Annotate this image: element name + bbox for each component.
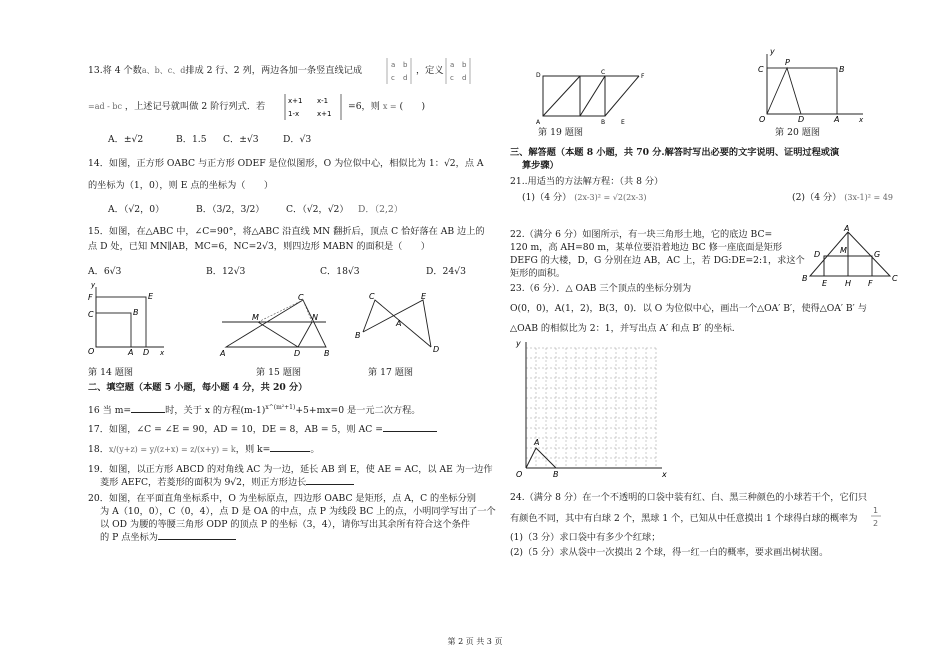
q13-line2 — [88, 100, 265, 113]
q18-text-a: 18． — [88, 444, 109, 455]
q19-line1: 19．如图，以正方形 ABCD 的对角线 AC 为一边，延长 AB 到 E，使 AE = AC，以 AE 为一边作 — [88, 464, 493, 475]
fig20-D: D — [798, 115, 805, 124]
q18-text-c: 。 — [310, 444, 320, 455]
fig20-O: O — [759, 115, 766, 124]
q20-line4 — [100, 531, 236, 544]
m11: x+1 — [288, 97, 303, 105]
grid-label-B: B — [553, 470, 559, 479]
q15-option-c: C．18√3 — [320, 266, 360, 277]
q21-part2-equation: (3x-1)² = 49 — [844, 193, 893, 202]
q13-determinant-1 — [385, 58, 413, 86]
q13-text-b: 排成 2 行、2 列，两边各加一条竖直线记成 — [185, 65, 363, 76]
fig17-caption: 第 17 题图 — [368, 367, 414, 378]
fig19-A: A — [536, 119, 541, 126]
fig17-D: D — [433, 345, 440, 354]
fig20-caption: 第 20 题图 — [775, 127, 821, 138]
fig20-y: y — [770, 47, 775, 56]
grid-label-O: O — [516, 470, 523, 479]
fig15-M: M — [252, 313, 259, 322]
fig19-B: B — [601, 119, 606, 126]
q17-text: 17．如图，∠C = ∠E = 90，AD = 10，DE = 8，AB = 5，则 AC = — [88, 424, 383, 435]
fig14-F: F — [88, 293, 93, 302]
q13-matrix — [283, 94, 345, 122]
q21-part1 — [522, 191, 646, 204]
fig20-diagram — [755, 48, 870, 123]
q20-text: 的 P 点坐标为 — [100, 532, 158, 543]
det-a: a — [391, 61, 396, 69]
fig14-A: A — [128, 348, 134, 357]
q24-line4: (2)（5 分）求从袋中一次摸出 2 个球，得一红一白的概率，要求画出树状图。 — [510, 547, 829, 558]
q13-vars: a、b、c、d — [141, 66, 186, 75]
q24-line2: 有颜色不同，其中有白球 2 个，黑球 1 个，已知从中任意摸出 1 个球得白球的概率为 — [510, 513, 858, 524]
fig22-B: B — [802, 274, 808, 283]
q15-option-d: D．24√3 — [426, 266, 466, 277]
q22-line4: 矩形的面积。 — [510, 268, 566, 279]
q24-line1: 24.（满分 8 分）在一个不透明的口袋中装有红、白、黑三种颜色的小球若干个，它们只 — [510, 492, 868, 503]
q22-line2: 120 m，高 AH=80 m，某单位要沿着地边 BC 修一座底面是矩形 — [510, 242, 783, 253]
q16-text-c: +5+mx=0 是一元二次方程。 — [295, 405, 421, 417]
fig17-B: B — [355, 331, 361, 340]
q13-option-c: C．±√3 — [223, 134, 259, 145]
fig14-O: O — [88, 347, 95, 356]
q13-define: ，定义 — [416, 65, 444, 76]
q22-line3: DEFG 的大楼，D，G 分别在边 AB，AC 上，若 DG:DE=2:1，求这个 — [510, 255, 805, 266]
fig17-diagram — [353, 292, 448, 357]
fig15-N: N — [312, 313, 318, 322]
fig15-A: A — [220, 349, 226, 358]
fig22-H: H — [845, 279, 852, 288]
fig14-caption: 第 14 题图 — [88, 367, 134, 378]
page-footer: 第 2 页 共 3 页 — [447, 637, 503, 646]
fig15-B: B — [324, 349, 330, 358]
q20-line1: 20．如图，在平面直角坐标系中，O 为坐标原点，四边形 OABC 是矩形，点 A，C 的坐标分别 — [88, 493, 476, 504]
q21-part2-label: (2)（4 分） — [792, 192, 842, 203]
fig14-D: D — [143, 348, 150, 357]
m12: x-1 — [317, 97, 329, 105]
fig20-P: P — [785, 58, 790, 67]
fig22-C: C — [892, 274, 898, 283]
q20-blank[interactable] — [158, 539, 236, 540]
q24-frac-num: 1 — [873, 506, 879, 515]
fig19-F: F — [641, 73, 645, 80]
q13-option-d: D．√3 — [283, 134, 312, 145]
fig22-G: G — [874, 250, 881, 259]
section3-heading-line2: 算步骤） — [522, 160, 559, 171]
q13-xeq: x = — [382, 102, 397, 111]
q18-fraction-eq: x/(y+z) = y/(z+x) = z/(x+y) = k — [108, 445, 236, 454]
det2-d: d — [462, 74, 467, 82]
q17-blank[interactable] — [383, 431, 437, 432]
fig17-A: A — [396, 319, 402, 328]
q22-line1: 22.（满分 6 分）如图所示，有一块三角形土地，它的底边 BC= — [510, 229, 773, 240]
q15-line2: 点 D 处，已知 MN∥AB，MC=6，NC=2√3，则四边形 MABN 的面积是（ ） — [88, 241, 430, 252]
q23-grid — [514, 338, 667, 479]
q15-line1: 15．如图，在△ABC 中，∠C=90°，将△ABC 沿直线 MN 翻折后，顶点 C 恰好落在 AB 边上的 — [88, 226, 485, 237]
fig15-diagram — [218, 292, 333, 357]
q14-option-b: B．（3/2，3/2） — [196, 204, 265, 215]
fig14-B: B — [133, 308, 139, 317]
fig14-E: E — [148, 292, 154, 301]
fig22-F: F — [868, 279, 873, 288]
section3-heading-line1: 三、解答题（本题 8 小题，共 70 分.解答时写出必要的文字说明、证明过程或演 — [510, 147, 840, 158]
q16-text-a: 16 当 m= — [88, 405, 132, 417]
fig20-A: A — [834, 115, 840, 124]
fig20-B: B — [839, 65, 845, 74]
det-c: c — [391, 74, 395, 82]
q16-blank[interactable] — [131, 412, 165, 413]
m21: 1-x — [288, 110, 300, 118]
q13-option-b: B．1.5 — [176, 134, 207, 145]
q13-line1 — [88, 64, 362, 77]
section2-heading: 二、填空题（本题 5 小题，每小题 4 分，共 20 分） — [88, 382, 308, 393]
q20-line3: 以 OD 为腰的等腰三角形 ODP 的顶点 P 的坐标（3，4），请你写出其余所有符合这个条件 — [100, 519, 470, 530]
fig19-E: E — [621, 119, 625, 126]
q24-line3: (1)（3 分）求口袋中有多少个红球； — [510, 532, 661, 543]
q23-line2: O(0，0)，A(1，2)，B(3，0)．以 O 为位似中心，画出一个△OA′ B′，使得△OA′ B′ 与 — [510, 303, 867, 314]
q16 — [88, 401, 420, 417]
q21-part1-equation: (2x-3)² = √2(2x-3) — [574, 193, 647, 202]
q15-option-a: A．6√3 — [88, 266, 122, 277]
q14-line2: 的坐标为（1，0），则 E 点的坐标为（ ） — [88, 180, 274, 191]
fig19-diagram — [535, 69, 650, 127]
det2-a: a — [450, 61, 455, 69]
q19-line2 — [100, 476, 354, 489]
q13-determinant-2 — [444, 58, 472, 86]
q23-line3: △OAB 的相似比为 2：1，并写出点 A′ 和点 B′ 的坐标. — [510, 323, 735, 334]
fig19-caption: 第 19 题图 — [538, 127, 584, 138]
q13-formula: =ad - bc — [88, 102, 122, 111]
q19-blank[interactable] — [306, 484, 354, 485]
det-d: d — [403, 74, 408, 82]
det2-b: b — [462, 61, 467, 69]
fig15-C: C — [298, 293, 304, 302]
q14-option-c: C．（√2，√2） — [286, 204, 349, 215]
fig20-x: x — [859, 116, 864, 124]
q18 — [88, 443, 320, 456]
q13-text-a: 13.将 4 个数 — [88, 65, 142, 76]
fig22-D: D — [814, 250, 821, 259]
fig14-C: C — [88, 310, 94, 319]
fig14-diagram — [88, 281, 168, 357]
q13-paren: ( ) — [399, 101, 426, 112]
fig19-C: C — [601, 69, 606, 76]
q14-option-d: D．（2,2） — [358, 204, 403, 215]
q13-option-a: A．±√2 — [108, 134, 144, 145]
q23-line1: 23.（6 分）．△ OAB 三个顶点的坐标分别为 — [510, 283, 692, 294]
m22: x+1 — [317, 110, 332, 118]
fig15-caption: 第 15 题图 — [256, 367, 302, 378]
grid-label-A: A — [534, 438, 540, 447]
fig14-y: y — [91, 281, 96, 289]
q21-part1-label: (1)（4 分） — [522, 192, 572, 203]
q24-frac-den: 2 — [873, 519, 879, 528]
q14-option-a: A．（√2，0） — [108, 204, 165, 215]
fig17-E: E — [421, 292, 427, 301]
q21-heading: 21..用适当的方法解方程：（共 8 分） — [510, 176, 664, 187]
q19-text: 菱形 AEFC，若菱形的面积为 9√2，则正方形边长 — [100, 477, 307, 488]
grid-label-y: y — [516, 339, 521, 348]
q16-exponent: x^(m²+1) — [265, 404, 296, 411]
fig22-E: E — [822, 279, 828, 288]
fig15-D: D — [294, 349, 301, 358]
det2-c: c — [450, 74, 454, 82]
q15-option-b: B．12√3 — [206, 266, 246, 277]
q20-line2: 为 A（10，0），C（0，4），点 D 是 OA 的中点，点 P 为线段 BC 上的点，小明同学写出了一个 — [100, 506, 496, 517]
q18-text-b: ，则 k= — [235, 444, 271, 455]
fig22-A: A — [844, 224, 850, 233]
q13-text-c: ，上述记号就叫做 2 阶行列式．若 — [124, 101, 266, 112]
q17 — [88, 423, 437, 436]
fig20-C: C — [758, 65, 764, 74]
q14-line1: 14．如图，正方形 OABC 与正方形 ODEF 是位似图形，O 为位似中心，相似比为 1：√2，点 A — [88, 158, 484, 169]
grid-label-x: x — [662, 470, 667, 479]
fig14-x: x — [160, 349, 165, 357]
q13-eq6: =6，则 — [348, 101, 380, 112]
det-b: b — [403, 61, 408, 69]
q13-eq — [348, 100, 425, 113]
fig17-C: C — [369, 292, 375, 301]
q18-blank[interactable] — [270, 451, 310, 452]
fig22-diagram — [800, 226, 900, 291]
fig22-M: M — [840, 246, 847, 255]
fig19-D: D — [536, 72, 541, 79]
q21-part2 — [792, 191, 893, 204]
q16-text-b: 时，关于 x 的方程(m-1) — [165, 405, 266, 417]
q24-fraction — [870, 503, 884, 529]
